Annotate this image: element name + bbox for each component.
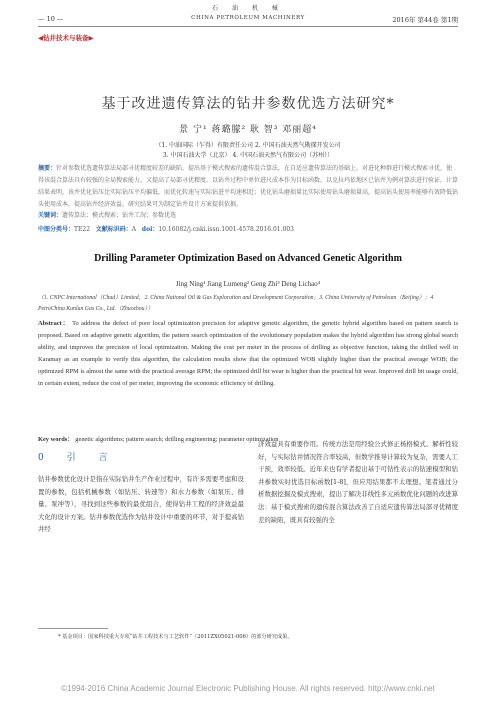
section-heading-introduction: 0 引 言 <box>38 453 118 463</box>
clc-label: 中图分类号： <box>38 226 75 233</box>
abstract-cn-label: 摘要： <box>38 165 57 172</box>
doi-label: doi： <box>141 226 159 233</box>
page-number: — 10 — <box>38 15 64 23</box>
footnote-funding: * 基金项目：国家科技重大专项“钻井工程技术与工艺软件”（2011ZX05021-006）的部分研究成果。 <box>58 634 293 640</box>
keywords-en-text: genetic algorithms; pattern search; drilling engineering; parameter optimization <box>75 436 279 443</box>
abstract-en <box>38 318 458 390</box>
classification-cn <box>38 224 458 233</box>
abstract-cn-text: 针对参数优选遗传算法局部寻优精度较差的缺陷，提出基于模式搜索的遗传混合算法，在自适应遗传算法的基础上，对进化种群进行模式搜索寻优，使得该混合算法具有较强的全局搜索能力，又提高了局部寻优精度。以钻井过程中单位进尺成本作为目标函数，以克拉玛依地区已钻井为例对算法进行验证，计算结果表明，该井优化钻压比实际钻压平均偏低，而优化转速与实际钻进平均速相近；优化钻头磨损量比实际使用钻头磨损量高，提高钻头使用率能够有效降低钻头使用成本，提高钻井经济效益。研究结果可为制定钻井设计方案提供依据。 <box>38 165 459 208</box>
doc-code-label: 文献标识码： <box>95 226 132 233</box>
journal-name-cn: 石 油 机 械 <box>212 5 284 12</box>
footnote-rule <box>38 628 108 629</box>
body-text-right-column: 济效益具有重要作用。传统方法是用经验公式修正杨格模式、解析性较好，与实际钻井情况符合率较高，但数学推导计算较为复杂，需要人工干预，效率较低。近年来也有学者提出基于可钻性表示的钻速模型和钻井参数实时优选目标函数[1-8]，但应用结果都不太理想。笔者通过分析数据挖掘及模式搜索，提出了解决非线性多元函数优化问题的改进算法：基于模式搜索的遗传混合算法改善了自适应遗传算法局部寻优精度差的缺陷，既具有较强的全 <box>258 440 458 524</box>
doi-value: 10.16082/j.cnki.issn.1001-4578.2016.01.003 <box>158 226 294 233</box>
title-cn: 基于改进遗传算法的钻井参数优选方法研究* <box>101 96 395 112</box>
keywords-cn <box>38 210 458 219</box>
title-en: Drilling Parameter Optimization Based on Advanced Genetic Algorithm <box>94 253 402 264</box>
affiliations-en: （1. CNPC International（Chad）Limited，2. China National Oil & Gas Exploration and Development Corporation；3. China University of Petroleum（Beijing）；4 PetroChina Kunlun Gas Co., Ltd.（Zhuozhou）） <box>38 295 434 312</box>
column-tag: ◀钻井技术与装备▶ <box>38 34 94 42</box>
doc-code-value: A <box>131 226 137 233</box>
authors-en: Jing Ning¹ Jiang Lumeng² Geng Zhi³ Deng Lichao⁴ <box>175 280 321 288</box>
keywords-en-label: Key words： <box>38 436 74 443</box>
abstract-en-text: To address the defect of poor local optimization precision for adaptive genetic algorithm, the genetic hybrid algorithm based on pattern search is proposed. Based on adaptive genetic algorithm, the pattern search optimization of the evolutionary population makes the hybrid algorithm has strong global search ability, and improves the precision of local optimization. Making the cost per meter in the process of drilling as objective function, taking the drilled well in Karamay as an example to verify this algorithm, the calculation results show that the optimized WOB slightly higher than the practical average WOB; the optimized RPM is almost the same with the practical average RPM; the optimized drill bit wear is higher than the practical bit wear. Improved drill bit usage could, in certain extent, reduce the cost of per meter, improving the economic efficiency of drilling. <box>38 320 458 387</box>
keywords-cn-label: 关键词： <box>38 212 63 219</box>
journal-name-en: CHINA PETROLEUM MACHINERY <box>191 15 305 21</box>
affiliation-cn-line-1: （1. 中油国际（乍得）有限责任公司 2. 中国石油天然气勘探开发公司 <box>155 142 341 149</box>
clc-value: TE22 <box>74 226 91 233</box>
body-text-left-column: 钻井参数优化设计是指在实际钻井生产作业过程中，有许多需要考虑和设置的参数，包括机械参数（如钻压、转速等）和水力参数（如泵压、排量、泵冲等），寻找到这些参数的最优组合，使得钻井工程的经济效益最大化的设计方案。钻井参数优选作为钻井设计中重要的环节，对于提高钻井经 <box>38 475 244 534</box>
affiliation-cn-line-2: 3. 中国石油大学（北京） 4. 中国石油天然气有限公司（苏州）） <box>162 152 334 159</box>
abstract-cn <box>38 163 458 211</box>
keywords-cn-text: 遗传算法；模式搜索；钻井工况；参数优选 <box>62 212 177 219</box>
authors-cn: 景 宁¹ 蒋璐朦² 耿 智³ 邓丽超⁴ <box>179 125 317 135</box>
abstract-en-label: Abstract： <box>38 320 70 327</box>
header-rule <box>38 26 458 27</box>
copyright-notice: ©1994-2016 China Academic Journal Electronic Publishing House. All rights reserved. http://www.cnki.net <box>61 684 435 693</box>
volume-issue: 2016年 第44卷 第1期 <box>392 16 458 24</box>
